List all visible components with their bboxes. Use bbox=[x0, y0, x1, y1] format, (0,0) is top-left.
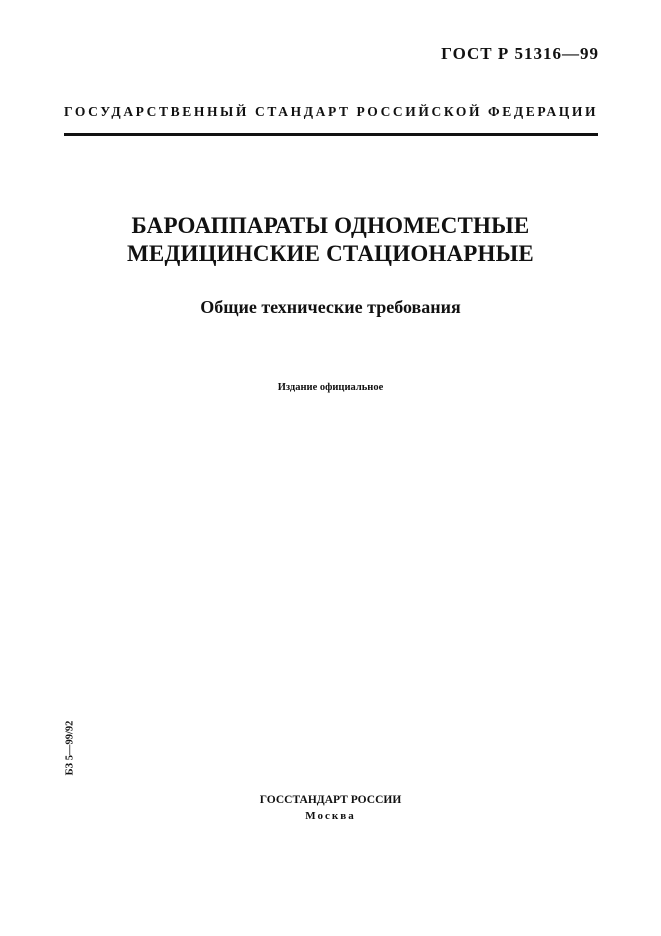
publisher: ГОССТАНДАРТ РОССИИ bbox=[259, 794, 402, 806]
edition-note: Издание официальное bbox=[277, 382, 384, 393]
side-code: БЗ 5—99/92 bbox=[64, 720, 76, 776]
subtitle: Общие технические требования bbox=[200, 297, 461, 317]
standard-number: ГОСТ Р 51316—99 bbox=[441, 44, 599, 63]
header-rule bbox=[64, 133, 598, 136]
city: Москва bbox=[305, 810, 356, 822]
main-title-line-1: БАРОАППАРАТЫ ОДНОМЕСТНЫЕ bbox=[131, 213, 530, 238]
main-title-line-2: МЕДИЦИНСКИЕ СТАЦИОНАРНЫЕ bbox=[127, 241, 534, 266]
organization-header: ГОСУДАРСТВЕННЫЙ СТАНДАРТ РОССИЙСКОЙ ФЕДЕРАЦИИ bbox=[64, 104, 599, 119]
main-title bbox=[0, 212, 661, 268]
